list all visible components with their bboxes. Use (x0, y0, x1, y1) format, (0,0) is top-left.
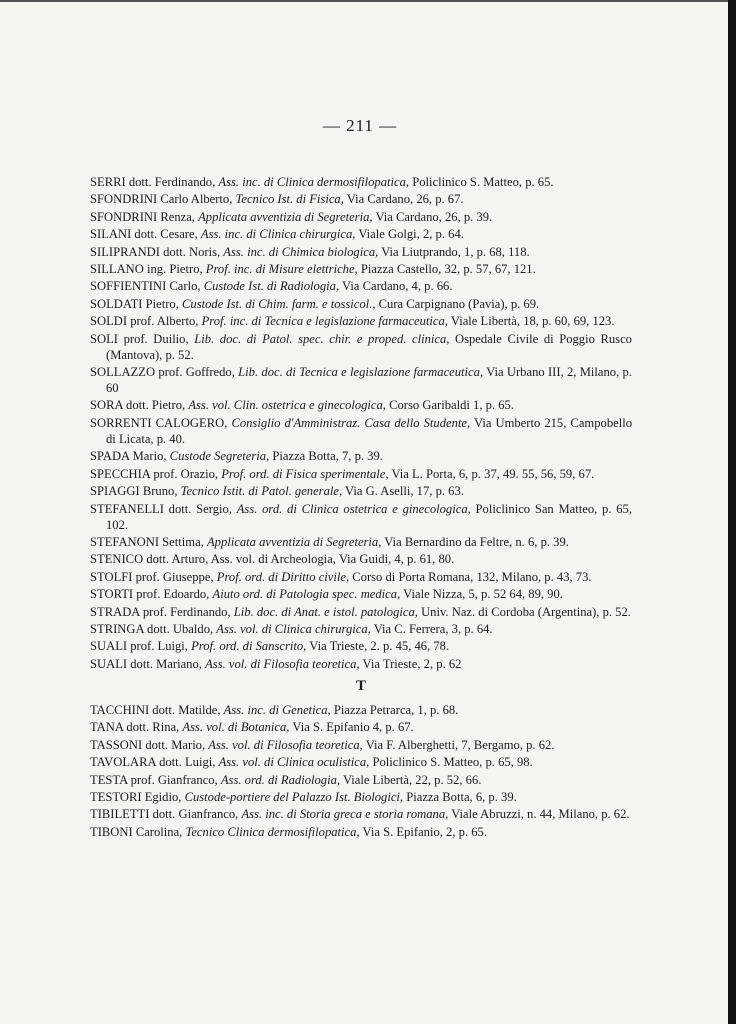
index-entry (90, 772, 632, 788)
entry-address: Via Umberto 215, Campobello di Licata, p. 40. (106, 415, 632, 446)
entry-role: Ass. vol. di Filosofia teoretica, (205, 656, 360, 671)
entry-role: Prof. inc. di Misure elettriche, (205, 261, 358, 276)
entry-name: SPECCHIA prof. Orazio, (90, 466, 219, 481)
index-entry (90, 209, 632, 225)
entry-role: Custode Segreteria, (169, 449, 270, 464)
entry-address: Via Cardano, 26, p. 67. (346, 192, 464, 207)
page-top-edge (0, 0, 736, 10)
entry-name: TESTORI Egidio, (90, 789, 182, 804)
entry-address: Via Cardano, 26, p. 39. (375, 209, 493, 224)
entry-name: TAVOLARA dott. Luigi, (90, 755, 216, 770)
entry-role: Ass. inc. di Clinica chirurgica, (200, 227, 356, 242)
index-entry (90, 534, 632, 550)
entry-name: SFONDRINI Renza, (90, 209, 195, 224)
entry-address: Via Trieste, 2, p. 62 (362, 656, 462, 671)
entry-address: Viale Abruzzi, n. 44, Milano, p. 62. (451, 807, 630, 822)
entry-name: STORTI prof. Edoardo, (90, 587, 210, 602)
entry-role: Ass. vol. di Filosofia teoretica, (208, 737, 363, 752)
entry-role: Ass. vol. Clin. ostetrica e ginecologica, (188, 398, 386, 413)
entry-address: Ospedale Civile di Poggio Rusco (Mantova), p. 52. (106, 331, 632, 362)
entry-address: Via Urbano III, 2, Milano, p. 60 (106, 365, 632, 396)
entry-name: SILLANO ing. Pietro, (90, 261, 203, 276)
entry-name: SFONDRINI Carlo Alberto, (90, 192, 233, 207)
entry-address: Viale Golgi, 2, p. 64. (358, 227, 464, 242)
entry-role: Prof. ord. di Sanscrito, (191, 639, 307, 654)
entry-role: Tecnico Istit. di Patol. generale, (180, 484, 343, 499)
index-entry (90, 551, 632, 567)
index-entry (90, 483, 632, 499)
entry-name: SILIPRANDI dott. Noris, (90, 244, 221, 259)
index-entry (90, 364, 632, 396)
index-entry (90, 656, 632, 672)
entry-role: Prof. inc. di Tecnica e legislazione farmaceutica, (201, 314, 448, 329)
entry-address: Via S. Epifanio 4, p. 67. (292, 720, 414, 735)
entry-role: Ass. inc. di Clinica dermosifilopatica, (218, 175, 410, 189)
entry-name: SOLI prof. Duilio, (90, 331, 189, 346)
entry-name: SUALI dott. Mariano, (90, 656, 202, 671)
entry-address: Viale Nizza, 5, p. 52 64, 89, 90. (403, 587, 563, 602)
entry-role: Ass. inc. di Genetica, (223, 702, 331, 717)
entry-name: SOFFIENTINI Carlo, (90, 279, 201, 294)
entry-role: Tecnico Clinica dermosifilopatica, (185, 824, 360, 839)
entry-address: Cura Carpignano (Pavia), p. 69. (378, 296, 540, 311)
entry-name: STEFANELLI dott. Sergio, (90, 501, 232, 516)
entry-name: TANA dott. Rina, (90, 720, 180, 735)
index-entry (90, 719, 632, 735)
entry-role: Ass. vol. di Clinica oculistica, (218, 755, 370, 770)
entry-name: SORA dott. Pietro, (90, 398, 186, 413)
entry-name: SUALI prof. Luigi, (90, 639, 188, 654)
entry-name: TIBONI Carolina, (90, 824, 183, 839)
page-right-edge (724, 0, 736, 1024)
entry-role: Tecnico Ist. di Fisica, (235, 192, 344, 207)
index-entry (90, 244, 632, 260)
entry-address: Via Cardano, 4, p. 66. (342, 279, 453, 294)
index-entry (90, 313, 632, 329)
entry-address: Via C. Ferrera, 3, p. 64. (373, 621, 493, 636)
entry-name: SOLDI prof. Alberto, (90, 314, 199, 329)
entry-address: Viale Libertà, 22, p. 52, 66. (342, 772, 482, 787)
entry-address: Piazza Castello, 32, p. 57, 67, 121. (360, 261, 536, 276)
entry-address: Via Guidi, 4, p. 61, 80. (338, 552, 455, 567)
index-entry (90, 604, 632, 620)
index-entry (90, 569, 632, 585)
index-entry (90, 191, 632, 207)
section-s-entries (90, 174, 632, 672)
entry-role: Ass. vol. di Botanica, (182, 720, 290, 735)
index-entries (90, 174, 632, 841)
entry-role: Aiuto ord. di Patologia spec. medica, (212, 587, 401, 602)
section-t-entries (90, 702, 632, 840)
index-entry (90, 501, 632, 533)
entry-role: Consiglio d'Amministraz. Casa dello Studente, (231, 415, 471, 430)
entry-name: TESTA prof. Gianfranco, (90, 772, 218, 787)
entry-address: Piazza Botta, 7, p. 39. (272, 449, 383, 464)
entry-role: Lib. doc. di Tecnica e legislazione farmaceutica, (238, 365, 484, 379)
entry-role: Ass. vol. di Clinica chirurgica, (216, 621, 371, 636)
index-entry (90, 621, 632, 637)
entry-name: TACCHINI dott. Matilde, (90, 702, 221, 717)
entry-name: SILANI dott. Cesare, (90, 227, 198, 242)
entry-role: Lib. doc. di Anat. e istol. patologica, (233, 604, 418, 619)
index-entry (90, 397, 632, 413)
entry-name: STOLFI prof. Giuseppe, (90, 569, 214, 584)
entry-name: STRADA prof. Ferdinando, (90, 604, 231, 619)
entry-role: Ass. inc. di Chimica biologica, (223, 244, 379, 259)
entry-name: SPIAGGI Bruno, (90, 484, 178, 499)
entry-role: Ass. inc. di Storia greca e storia romana, (241, 807, 449, 822)
entry-name: SOLDATI Pietro, (90, 296, 179, 311)
entry-address: Policlinico S. Matteo, p. 65, 98. (372, 755, 533, 770)
entry-address: Via G. Aselli, 17, p. 63. (345, 484, 464, 499)
entry-address: Policlinico S. Matteo, p. 65. (412, 175, 554, 189)
entry-role: Ass. ord. di Clinica ostetrica e ginecologica, (236, 501, 471, 516)
index-entry (90, 754, 632, 770)
entry-role: Applicata avventizia di Segreteria, (206, 535, 382, 550)
index-entry (90, 415, 632, 447)
entry-name: SORRENTI CALOGERO, (90, 415, 228, 430)
entry-address: Via S. Epifanio, 2, p. 65. (362, 824, 487, 839)
index-entry (90, 226, 632, 242)
entry-address: Via Liutprando, 1, p. 68, 118. (381, 244, 530, 259)
entry-role: Prof. ord. di Fisica sperimentale, (221, 466, 389, 481)
entry-name: SPADA Mario, (90, 449, 167, 464)
entry-address: Via Bernardino da Feltre, n. 6, p. 39. (384, 535, 569, 550)
page-number: — 211 — (322, 116, 398, 135)
entry-name: STEFANONI Settima, (90, 535, 204, 550)
index-entry (90, 824, 632, 840)
index-entry (90, 806, 632, 822)
entry-address: Piazza Botta, 6, p. 39. (406, 789, 517, 804)
entry-role: Custode Ist. di Radiologia, (203, 279, 340, 294)
entry-address: Via F. Alberghetti, 7, Bergamo, p. 62. (365, 737, 555, 752)
entry-name: STRINGA dott. Ubaldo, (90, 621, 214, 636)
index-entry (90, 261, 632, 277)
index-entry (90, 737, 632, 753)
index-entry (90, 331, 632, 363)
entry-address: Univ. Naz. di Cordoba (Argentina), p. 52. (421, 604, 631, 619)
entry-address: Policlinico San Matteo, p. 65, 102. (106, 501, 632, 532)
index-entry (90, 638, 632, 654)
entry-address: Via L. Porta, 6, p. 37, 49. 55, 56, 59, 67. (391, 466, 595, 481)
entry-address: Corso di Porta Romana, 132, Milano, p. 43, 73. (352, 569, 592, 584)
entry-address: Viale Libertà, 18, p. 60, 69, 123. (450, 314, 615, 329)
section-letter-t: T (355, 677, 366, 694)
index-entry (90, 278, 632, 294)
entry-role: Applicata avventizia di Segreteria, (198, 209, 373, 224)
entry-address: Corso Garibaldi 1, p. 65. (389, 398, 514, 413)
entry-role: Custode-portiere del Palazzo Ist. Biologici, (184, 789, 404, 804)
entry-role: Lib. doc. di Patol. spec. chir. e proped. clinica, (194, 331, 450, 346)
entry-role: Prof. ord. di Diritto civile, (216, 569, 350, 584)
entry-name: SERRI dott. Ferdinando, (90, 175, 216, 189)
index-entry (90, 586, 632, 602)
index-entry (90, 296, 632, 312)
entry-address: Via Trieste, 2. p. 45, 46, 78. (309, 639, 450, 654)
entry-address: Piazza Petrarca, 1, p. 68. (333, 702, 459, 717)
entry-role: Custode Ist. di Chim. farm. e tossicol., (182, 296, 376, 311)
entry-role: Ass. ord. di Radiologia, (220, 772, 341, 787)
index-entry (90, 789, 632, 805)
entry-name: SOLLAZZO prof. Goffredo, (90, 365, 235, 379)
index-entry (90, 466, 632, 482)
entry-name: TIBILETTI dott. Gianfranco, (90, 807, 239, 822)
index-entry (90, 448, 632, 464)
index-entry (90, 174, 632, 190)
entry-name: TASSONI dott. Mario, (90, 737, 206, 752)
entry-name: STENICO dott. Arturo, Ass. vol. di Archeologia, (90, 552, 336, 567)
index-entry (90, 702, 632, 718)
